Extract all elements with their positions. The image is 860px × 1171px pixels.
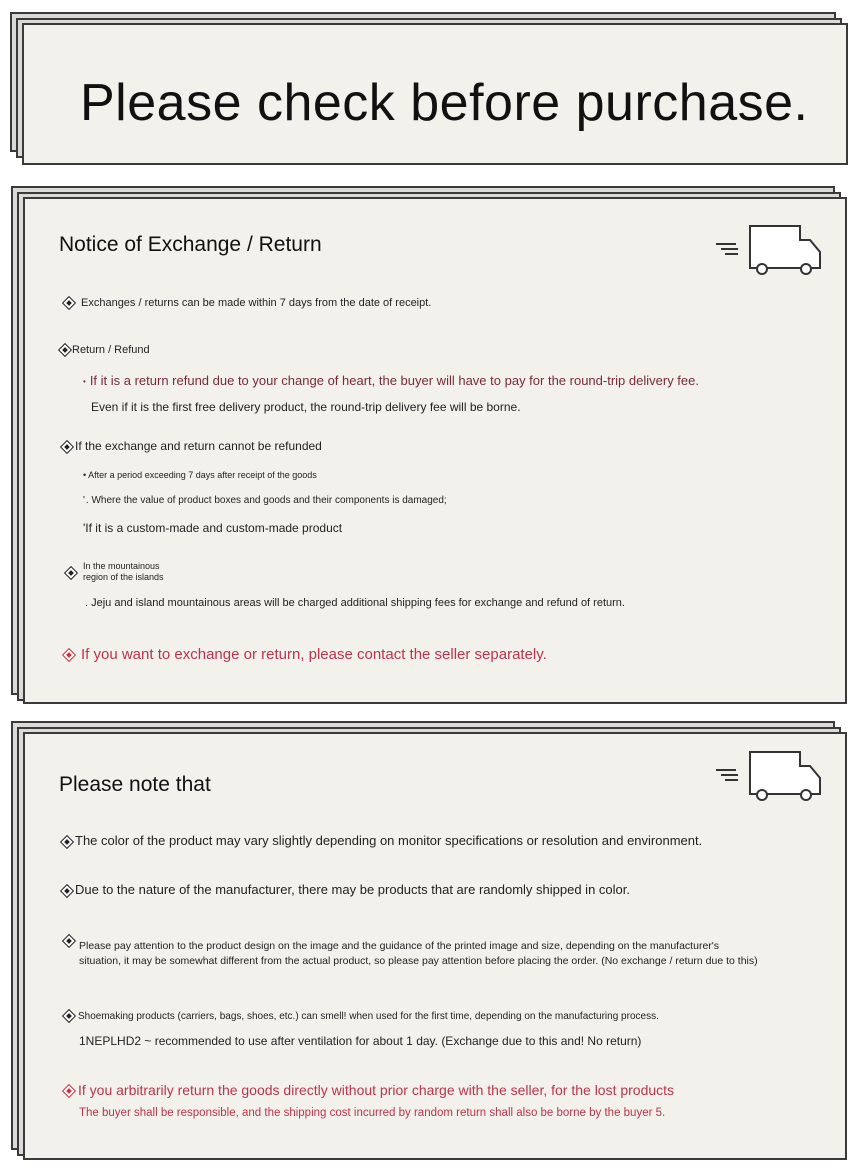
delivery-truck-icon: [712, 224, 824, 276]
notice-item-1: [64, 297, 431, 309]
note-item-1-text: The color of the product may vary slightly depending on monitor specifications or resolution and environment.: [75, 833, 703, 848]
note-item-4-line-1-text: Shoemaking products (carriers, bags, shoes, etc.) can smell! when used for the first time, depending on the manufacturing process.: [78, 1011, 659, 1022]
notice-title: Notice of Exchange / Return: [59, 233, 322, 256]
diamond-bullet-icon: [60, 883, 74, 897]
note-item-2-text: Due to the nature of the manufacturer, there may be products that are randomly shipped in color.: [75, 882, 630, 897]
notice-item-4-heading-line-1: In the mountainous: [83, 561, 160, 571]
note-warning-line-1: [64, 1082, 674, 1098]
notice-item-4-line: . Jeju and island mountainous areas will be charged additional shipping fees for exchange and refund of return.: [85, 597, 625, 609]
notice-item-3-sub-2: '. Where the value of product boxes and goods and their components is damaged;: [83, 495, 447, 506]
notice-item-2-heading-text: Return / Refund: [72, 344, 150, 356]
diamond-bullet-icon: [62, 1084, 76, 1098]
note-warning-line-1-text: If you arbitrarily return the goods directly without prior charge with the seller, for the lost products: [78, 1082, 675, 1098]
diamond-bullet-icon: [60, 440, 74, 454]
header-card-face: [22, 23, 848, 165]
notice-contact-text: If you want to exchange or return, please contact the seller separately.: [81, 646, 547, 663]
notice-item-1-text: Exchanges / returns can be made within 7 days from the date of receipt.: [81, 297, 432, 309]
diamond-bullet-icon: [62, 296, 76, 310]
notice-item-3-sub-3-text: If it is a custom-made and custom-made product: [85, 521, 343, 535]
note-item-4-line-2: 1NEPLHD2 ~ recommended to use after ventilation for about 1 day. (Exchange due to this and! No return): [79, 1034, 642, 1048]
notice-item-2-line-1: [83, 373, 699, 388]
notice-item-3-sub-1: • After a period exceeding 7 days after receipt of the goods: [83, 470, 317, 480]
notice-item-3-sub-1-text: After a period exceeding 7 days after receipt of the goods: [88, 470, 317, 480]
note-warning-line-2: The buyer shall be responsible, and the shipping cost incurred by random return shall also be borne by the buyer 5.: [79, 1107, 666, 1119]
delivery-truck-icon: [712, 750, 824, 802]
notice-item-3-sub-2-text: . Where the value of product boxes and goods and their components is damaged;: [85, 495, 447, 506]
notice-item-2-line-2: Even if it is the first free delivery product, the round-trip delivery fee will be borne.: [91, 400, 521, 414]
dot-bullet: •: [83, 377, 86, 387]
notice-item-2-line-1-text: If it is a return refund due to your change of heart, the buyer will have to pay for the round-trip delivery fee.: [89, 373, 699, 388]
page-title: Please check before purchase.: [80, 74, 809, 132]
note-item-2: [62, 882, 630, 897]
diamond-bullet-icon: [62, 648, 76, 662]
note-item-4-line-1: [64, 1011, 659, 1022]
note-item-3-line-1: Please pay attention to the product design on the image and the guidance of the printed image and size, depending on the manufacturer's: [79, 940, 720, 952]
note-item-1: [62, 833, 702, 848]
note-item-3-line-2: situation, it may be somewhat different from the actual product, so please pay attention before placing the order. (No exchange / return due to this): [79, 955, 758, 967]
diamond-bullet-icon: [62, 1009, 76, 1023]
notice-item-3-heading-text: If the exchange and return cannot be refunded: [75, 439, 322, 453]
diamond-bullet-icon: [58, 343, 72, 357]
notice-item-4-heading-line-2: region of the islands: [83, 572, 164, 582]
notice-contact: [64, 646, 547, 663]
notice-item-3-heading: [62, 439, 322, 453]
notice-item-3-sub-3: 'If it is a custom-made and custom-made product: [83, 521, 343, 535]
note-title: Please note that: [59, 773, 211, 796]
notice-item-2-heading: [60, 344, 150, 356]
diamond-bullet-icon: [60, 834, 74, 848]
